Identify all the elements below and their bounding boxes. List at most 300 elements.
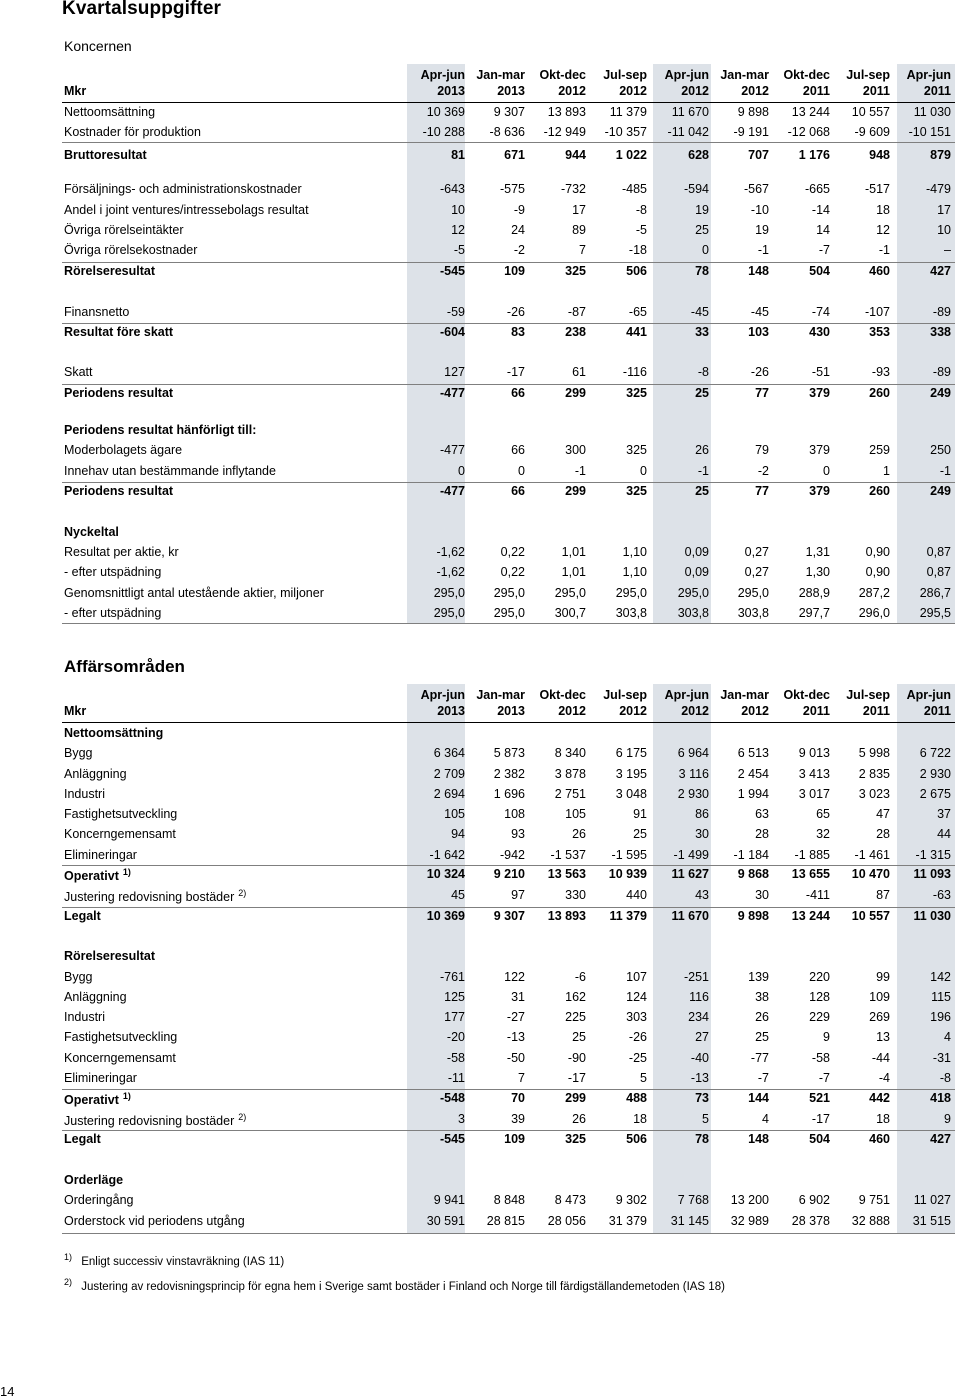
affarsomraden-row-21-cell-5: 13 200 (730, 1193, 769, 1207)
koncernen-row-7-cell-3: 506 (626, 264, 647, 278)
koncernen-row-6-label (64, 243, 197, 257)
affarsomraden-row-22-cell-3: 31 379 (608, 1214, 647, 1228)
affarsomraden-row-22-cell-4: 31 145 (670, 1214, 709, 1228)
koncernen-row-16-label (64, 525, 119, 539)
affarsomraden-row-1-cell-3: 6 175 (615, 746, 647, 760)
koncernen-col-header-2-period: Okt-dec (539, 68, 586, 82)
affarsomraden-row-15-cell-8: -31 (932, 1051, 951, 1065)
affarsomraden-row-18-cell-0: 3 (458, 1112, 465, 1126)
affarsomraden-rule-2 (62, 907, 955, 908)
affarsomraden-row-5-cell-7: 28 (876, 827, 890, 841)
koncernen-row-4-cell-8: 17 (937, 203, 951, 217)
affarsomraden-row-18-cell-7: 18 (876, 1112, 890, 1126)
koncernen-row-19-cell-7: 287,2 (858, 586, 890, 600)
affarsomraden-row-20-label-text: Orderläge (64, 1173, 124, 1187)
koncernen-row-20-cell-1: 295,0 (493, 606, 525, 620)
affarsomraden-row-3-cell-7: 3 023 (858, 787, 890, 801)
koncernen-row-15-cell-4: 25 (695, 484, 709, 498)
affarsomraden-row-12-cell-4: 116 (689, 990, 709, 1004)
affarsomraden-row-11-cell-6: 220 (809, 970, 830, 984)
affarsomraden-row-17-cell-5: 144 (748, 1091, 769, 1105)
koncernen-row-11-label (64, 386, 173, 400)
affarsomraden-rule-3 (62, 1089, 955, 1090)
affarsomraden-row-1-cell-2: 8 340 (554, 746, 586, 760)
koncernen-row-8-cell-1: -26 (506, 305, 525, 319)
affarsomraden-row-5-cell-4: 30 (695, 827, 709, 841)
koncernen-row-17-cell-4: 0,09 (684, 545, 709, 559)
affarsomraden-row-13-cell-1: -27 (506, 1010, 525, 1024)
koncernen-row-1-cell-3: -10 357 (604, 125, 647, 139)
affarsomraden-col-header-7-period: Jul-sep (846, 688, 890, 702)
affarsomraden-row-18-cell-3: 18 (633, 1112, 647, 1126)
affarsomraden-row-22-cell-1: 28 815 (486, 1214, 525, 1228)
affarsomraden-row-18-cell-6: -17 (811, 1112, 830, 1126)
koncernen-row-2-cell-2: 944 (565, 148, 586, 162)
affarsomraden-row-12-cell-1: 31 (511, 990, 525, 1004)
affarsomraden-row-16-cell-6: -7 (818, 1071, 830, 1085)
affarsomraden-col-header-8-year: 2011 (923, 704, 951, 718)
footnote-2-mark: 2) (64, 1277, 73, 1287)
koncernen-row-11-cell-3: 325 (626, 386, 647, 400)
koncernen-row-14-cell-3: 0 (640, 464, 647, 478)
affarsomraden-row-3-label-text: Industri (64, 787, 105, 801)
affarsomraden-row-8-cell-0: 45 (451, 888, 465, 902)
koncernen-row-19-cell-6: 288,9 (798, 586, 830, 600)
koncernen-row-8-label-text: Finansnetto (64, 305, 130, 319)
affarsomraden-col-header-6-year: 2011 (802, 704, 830, 718)
koncernen-row-8-cell-4: -45 (690, 305, 709, 319)
affarsomraden-row-11-label (64, 970, 93, 984)
koncernen-row-5-cell-8: 10 (937, 223, 951, 237)
affarsomraden-row-21-cell-6: 6 902 (798, 1193, 830, 1207)
koncernen-row-11-label-text: Periodens resultat (64, 386, 174, 400)
koncernen-row-20-cell-5: 303,8 (737, 606, 769, 620)
affarsomraden-row-19-cell-6: 504 (809, 1132, 830, 1146)
koncernen-row-9-cell-7: 353 (869, 325, 890, 339)
affarsomraden-row-21-cell-2: 8 473 (554, 1193, 586, 1207)
affarsomraden-row-19-cell-0: -545 (439, 1132, 465, 1146)
affarsomraden-row-13-cell-2: 225 (565, 1010, 586, 1024)
koncernen-row-6-cell-7: -1 (878, 243, 890, 257)
koncernen-row-15-label-text: Periodens resultat (64, 484, 174, 498)
koncernen-row-5-cell-5: 19 (755, 223, 769, 237)
affarsomraden-row-5-label (64, 827, 176, 841)
affarsomraden-row-7-cell-2: 13 563 (547, 867, 586, 881)
affarsomraden-row-22-cell-7: 32 888 (851, 1214, 890, 1228)
koncernen-rule-2 (62, 262, 955, 263)
affarsomraden-row-15-cell-1: -50 (506, 1051, 525, 1065)
affarsomraden-row-5-cell-8: 44 (937, 827, 951, 841)
affarsomraden-row-1-cell-5: 6 513 (737, 746, 769, 760)
koncernen-col-header-0-year: 2013 (437, 84, 465, 98)
koncernen-row-6-cell-5: -1 (757, 243, 769, 257)
affarsomraden-row-13-label-text: Industri (64, 1010, 105, 1024)
koncernen-row-14-label (64, 464, 276, 478)
koncernen-row-14-cell-5: -2 (757, 464, 769, 478)
koncernen-row-15-cell-1: 66 (511, 484, 525, 498)
koncernen-rule-3 (62, 323, 955, 324)
affarsomraden-row-8-cell-2: 330 (565, 888, 586, 902)
koncernen-row-20-cell-0: 295,0 (433, 606, 465, 620)
affarsomraden-row-16-label-text: Elimineringar (64, 1071, 137, 1085)
koncernen-row-6-cell-3: -18 (628, 243, 647, 257)
affarsomraden-col-header-5-year: 2012 (741, 704, 769, 718)
koncernen-row-11-cell-7: 260 (869, 386, 890, 400)
affarsomraden-row-4-cell-2: 105 (565, 807, 586, 821)
koncernen-row-11-cell-8: 249 (930, 386, 951, 400)
koncernen-row-10-cell-2: 61 (572, 365, 586, 379)
koncernen-row-0-cell-2: 13 893 (547, 105, 586, 119)
koncernen-row-5-label (64, 223, 184, 237)
affarsomraden-row-8-cell-5: 30 (755, 888, 769, 902)
affarsomraden-row-6-cell-0: -1 642 (429, 848, 465, 862)
affarsomraden-row-16-cell-5: -7 (757, 1071, 769, 1085)
affarsomraden-row-14-label (64, 1030, 177, 1044)
koncernen-row-19-cell-2: 295,0 (554, 586, 586, 600)
koncernen-row-19-cell-8: 286,7 (919, 586, 951, 600)
affarsomraden-row-17-cell-0: -548 (439, 1091, 465, 1105)
koncernen-row-8-label (64, 305, 129, 319)
koncernen-row-17-label (64, 545, 179, 559)
affarsomraden-row-18-cell-2: 26 (572, 1112, 586, 1126)
affarsomraden-row-8-footnote-mark: 2) (238, 888, 247, 898)
koncernen-row-9-cell-0: -604 (439, 325, 465, 339)
affarsomraden-row-9-cell-7: 10 557 (851, 909, 890, 923)
affarsomraden-row-18-cell-1: 39 (511, 1112, 525, 1126)
affarsomraden-row-0-label-text: Nettoomsättning (64, 726, 164, 740)
koncernen-row-15-cell-5: 77 (755, 484, 769, 498)
affarsomraden-col-header-8-period: Apr-jun (906, 688, 951, 702)
koncernen-row-14-cell-2: -1 (574, 464, 586, 478)
koncernen-row-1-label (64, 125, 201, 139)
affarsomraden-row-19-cell-3: 506 (626, 1132, 647, 1146)
affarsomraden-row-7-cell-7: 10 470 (851, 867, 890, 881)
affarsomraden-row-12-cell-3: 124 (626, 990, 647, 1004)
koncernen-col-header-2-year: 2012 (558, 84, 586, 98)
koncernen-row-5-cell-1: 24 (511, 223, 525, 237)
affarsomraden-row-15-cell-0: -58 (446, 1051, 465, 1065)
affarsomraden-row-9-cell-6: 13 244 (791, 909, 830, 923)
affarsomraden-row-22-cell-2: 28 056 (547, 1214, 586, 1228)
koncernen-row-2-cell-7: 948 (869, 148, 890, 162)
affarsomraden-row-7-footnote-mark: 1) (122, 867, 131, 877)
affarsomraden-row-17-cell-2: 299 (565, 1091, 586, 1105)
koncernen-row-20-label-text: - efter utspädning (64, 606, 162, 620)
affarsomraden-row-14-cell-1: -13 (506, 1030, 525, 1044)
affarsomraden-row-11-cell-4: -251 (683, 970, 709, 984)
affarsomraden-row-4-cell-3: 91 (633, 807, 647, 821)
affarsomraden-row-5-cell-6: 32 (816, 827, 830, 841)
affarsomraden-row-19-cell-8: 427 (930, 1132, 951, 1146)
koncernen-row-0-cell-6: 13 244 (791, 105, 830, 119)
koncernen-row-1-cell-8: -10 151 (908, 125, 951, 139)
affarsomraden-row-7-label-text: Operativt (64, 869, 119, 884)
affarsomraden-row-1-cell-1: 5 873 (493, 746, 525, 760)
affarsomraden-row-9-cell-4: 11 670 (671, 909, 709, 923)
affarsomraden-row-19-cell-7: 460 (869, 1132, 890, 1146)
koncernen-rule-1 (62, 142, 955, 143)
footnote-2 (64, 1277, 725, 1293)
koncernen-row-10-label (64, 365, 93, 379)
affarsomraden-row-2-cell-4: 3 116 (678, 767, 709, 781)
affarsomraden-row-22-cell-0: 30 591 (426, 1214, 465, 1228)
affarsomraden-row-21-cell-7: 9 751 (858, 1193, 890, 1207)
affarsomraden-col-header-1-period: Jan-mar (476, 688, 525, 702)
koncernen-row-16-label-text: Nyckeltal (64, 525, 119, 539)
koncernen-row-8-cell-6: -74 (811, 305, 830, 319)
affarsomraden-row-11-cell-3: 107 (626, 970, 647, 984)
affarsomraden-row-13-cell-6: 229 (809, 1010, 830, 1024)
koncernen-row-17-cell-2: 1,01 (561, 545, 586, 559)
affarsomraden-row-19-cell-1: 109 (504, 1132, 525, 1146)
koncernen-row-15-cell-3: 325 (626, 484, 647, 498)
affarsomraden-row-22-cell-8: 31 515 (912, 1214, 951, 1228)
koncernen-row-13-cell-7: 259 (869, 443, 890, 457)
koncernen-row-10-cell-3: -116 (622, 365, 647, 379)
koncernen-row-20-cell-8: 295,5 (919, 606, 951, 620)
koncernen-row-15-label (64, 484, 173, 498)
affarsomraden-col-header-7-year: 2011 (862, 704, 890, 718)
affarsomraden-row-4-cell-7: 47 (876, 807, 890, 821)
affarsomraden-row-11-cell-2: -6 (574, 970, 586, 984)
koncernen-row-4-cell-7: 18 (876, 203, 890, 217)
koncernen-row-1-cell-0: -10 288 (422, 125, 465, 139)
koncernen-row-5-cell-6: 14 (816, 223, 830, 237)
koncernen-row-19-cell-0: 295,0 (433, 586, 465, 600)
affarsomraden-row-14-cell-3: -26 (628, 1030, 647, 1044)
koncernen-row-3-cell-1: -575 (499, 182, 525, 196)
affarsomraden-row-5-cell-5: 28 (755, 827, 769, 841)
affarsomraden-row-17-cell-4: 73 (695, 1091, 709, 1105)
affarsomraden-row-6-cell-4: -1 499 (673, 848, 709, 862)
affarsomraden-row-21-cell-1: 8 848 (493, 1193, 525, 1207)
koncernen-row-20-cell-3: 303,8 (615, 606, 647, 620)
koncernen-row-1-cell-4: -11 042 (667, 125, 709, 139)
affarsomraden-row-14-cell-7: 13 (876, 1030, 890, 1044)
affarsomraden-row-5-label-text: Koncerngemensamt (64, 827, 176, 841)
affarsomraden-row-13-cell-0: 177 (444, 1010, 465, 1024)
koncernen-row-13-label (64, 443, 182, 457)
koncernen-row-10-cell-0: 127 (444, 365, 465, 379)
koncernen-row-20-cell-6: 297,7 (798, 606, 830, 620)
affarsomraden-row-14-cell-6: 9 (823, 1030, 830, 1044)
affarsomraden-row-1-cell-8: 6 722 (919, 746, 951, 760)
affarsomraden-row-14-cell-2: 25 (572, 1030, 586, 1044)
koncernen-rule-4 (62, 384, 955, 385)
koncernen-col-header-4-year: 2012 (681, 84, 709, 98)
koncernen-row-7-cell-4: 78 (695, 264, 709, 278)
koncernen-row-2-cell-5: 707 (748, 148, 769, 162)
affarsomraden-row-8-cell-4: 43 (695, 888, 709, 902)
affarsomraden-row-7-cell-4: 11 627 (671, 867, 709, 881)
koncernen-row-4-cell-3: -8 (635, 203, 647, 217)
affarsomraden-row-14-cell-4: 27 (695, 1030, 709, 1044)
koncernen-row-15-cell-8: 249 (930, 484, 951, 498)
affarsomraden-row-18-cell-4: 5 (702, 1112, 709, 1126)
koncernen-col-header-1-year: 2013 (497, 84, 525, 98)
affarsomraden-row-2-label (64, 767, 127, 781)
koncernen-row-2-label (64, 148, 147, 162)
koncernen-row-7-label (64, 264, 155, 278)
affarsomraden-row-13-cell-5: 26 (755, 1010, 769, 1024)
koncernen-row-12-label-text: Periodens resultat hänförligt till: (64, 423, 257, 437)
affarsomraden-row-3-cell-2: 2 751 (554, 787, 586, 801)
koncernen-row-4-cell-0: 10 (451, 203, 465, 217)
footnote-2-text: Justering av redovisningsprincip för egna hem i Sverige samt bostäder i Finland och Norge till färdigställandemetoden (IAS 18) (81, 1280, 725, 1293)
affarsomraden-row-1-label-text: Bygg (64, 746, 93, 760)
affarsomraden-row-16-label (64, 1071, 137, 1085)
affarsomraden-col-header-4-period: Apr-jun (664, 688, 709, 702)
affarsomraden-row-6-cell-1: -942 (499, 848, 525, 862)
koncernen-row-4-cell-6: -14 (811, 203, 830, 217)
affarsomraden-row-13-cell-8: 196 (930, 1010, 951, 1024)
affarsomraden-row-18-label (64, 1112, 246, 1128)
koncernen-rule-end (62, 623, 955, 624)
koncernen-row-1-cell-1: -8 636 (489, 125, 525, 139)
koncernen-row-18-cell-3: 1,10 (622, 565, 647, 579)
affarsomraden-col-header-0-year: 2013 (437, 704, 465, 718)
affarsomraden-row-14-cell-8: 4 (944, 1030, 951, 1044)
koncernen-row-18-cell-7: 0,90 (865, 565, 890, 579)
koncernen-header-rule (62, 102, 955, 103)
koncernen-row-6-cell-8: – (944, 243, 951, 257)
affarsomraden-row-5-cell-3: 25 (633, 827, 647, 841)
koncernen-col-header-5-year: 2012 (741, 84, 769, 98)
affarsomraden-row-9-cell-1: 9 307 (493, 909, 525, 923)
affarsomraden-row-3-cell-0: 2 694 (433, 787, 465, 801)
koncernen-row-5-cell-7: 12 (876, 223, 890, 237)
affarsomraden-unit-label: Mkr (64, 704, 87, 718)
affarsomraden-row-17-footnote-mark: 1) (122, 1091, 131, 1101)
koncernen-col-header-7-period: Jul-sep (846, 68, 890, 82)
koncernen-row-15-cell-0: -477 (439, 484, 465, 498)
affarsomraden-row-19-cell-2: 325 (565, 1132, 586, 1146)
koncernen-row-9-cell-3: 441 (626, 325, 647, 339)
affarsomraden-row-15-cell-6: -58 (811, 1051, 830, 1065)
koncernen-row-9-label (64, 325, 173, 339)
koncernen-row-0-cell-4: 11 670 (671, 105, 709, 119)
affarsomraden-row-21-cell-4: 7 768 (677, 1193, 709, 1207)
koncernen-row-0-cell-7: 10 557 (851, 105, 890, 119)
koncernen-row-6-label-text: Övriga rörelsekostnader (64, 243, 198, 257)
affarsomraden-row-12-cell-6: 128 (809, 990, 830, 1004)
affarsomraden-row-9-cell-0: 10 369 (426, 909, 465, 923)
koncernen-row-15-cell-6: 379 (809, 484, 830, 498)
koncernen-row-9-cell-2: 238 (565, 325, 586, 339)
affarsomraden-row-5-cell-1: 93 (511, 827, 525, 841)
koncernen-row-8-cell-0: -59 (446, 305, 465, 319)
koncernen-row-13-cell-5: 79 (755, 443, 769, 457)
koncernen-row-14-cell-7: 1 (883, 464, 890, 478)
affarsomraden-row-19-label (64, 1132, 101, 1146)
koncernen-row-9-cell-4: 33 (695, 325, 709, 339)
koncernen-row-8-cell-8: -89 (932, 305, 951, 319)
affarsomraden-row-6-label-text: Elimineringar (64, 848, 137, 862)
affarsomraden-row-13-cell-4: 234 (688, 1010, 709, 1024)
koncernen-row-18-cell-4: 0,09 (684, 565, 709, 579)
affarsomraden-row-1-cell-0: 6 364 (433, 746, 465, 760)
koncernen-rule-5 (62, 482, 955, 483)
affarsomraden-row-4-cell-0: 105 (444, 807, 465, 821)
koncernen-row-11-cell-0: -477 (439, 386, 465, 400)
koncernen-row-19-cell-4: 295,0 (677, 586, 709, 600)
koncernen-row-18-cell-8: 0,87 (926, 565, 951, 579)
koncernen-row-3-label-text: Försäljnings- och administrationskostnader (64, 182, 302, 196)
affarsomraden-row-12-cell-0: 125 (444, 990, 465, 1004)
koncernen-row-4-cell-5: -10 (750, 203, 769, 217)
koncernen-row-3-cell-8: -479 (925, 182, 951, 196)
affarsomraden-row-19-cell-5: 148 (748, 1132, 769, 1146)
affarsomraden-col-header-3-period: Jul-sep (603, 688, 647, 702)
affarsomraden-row-9-cell-3: 11 379 (609, 909, 647, 923)
koncernen-row-2-cell-8: 879 (930, 148, 951, 162)
affarsomraden-row-7-cell-6: 13 655 (791, 867, 830, 881)
koncernen-row-7-cell-0: -545 (439, 264, 465, 278)
affarsomraden-row-16-cell-4: -13 (690, 1071, 709, 1085)
koncernen-row-2-cell-3: 1 022 (615, 148, 647, 162)
affarsomraden-row-15-cell-7: -44 (871, 1051, 890, 1065)
affarsomraden-row-12-cell-7: 109 (869, 990, 890, 1004)
affarsomraden-row-6-cell-2: -1 537 (550, 848, 586, 862)
affarsomraden-row-18-cell-5: 4 (762, 1112, 769, 1126)
koncernen-row-3-cell-6: -665 (804, 182, 830, 196)
affarsomraden-row-8-cell-8: -63 (932, 888, 951, 902)
affarsomraden-row-5-cell-2: 26 (572, 827, 586, 841)
koncernen-row-14-cell-1: 0 (518, 464, 525, 478)
koncernen-row-1-cell-5: -9 191 (733, 125, 769, 139)
affarsomraden-row-11-cell-5: 139 (748, 970, 769, 984)
koncernen-row-13-cell-1: 66 (511, 443, 525, 457)
koncernen-row-14-label-text: Innehav utan bestämmande inflytande (64, 464, 276, 478)
affarsomraden-row-13-label (64, 1010, 105, 1024)
koncernen-row-3-cell-2: -732 (560, 182, 586, 196)
affarsomraden-row-16-cell-8: -8 (939, 1071, 951, 1085)
koncernen-row-6-cell-6: -7 (818, 243, 830, 257)
affarsomraden-col-header-5-period: Jan-mar (720, 688, 769, 702)
koncernen-row-7-label-text: Rörelseresultat (64, 264, 156, 278)
affarsomraden-rule-end (62, 1233, 955, 1234)
affarsomraden-row-2-cell-0: 2 709 (433, 767, 465, 781)
koncernen-row-5-cell-4: 25 (695, 223, 709, 237)
affarsomraden-row-22-label-text: Orderstock vid periodens utgång (64, 1214, 245, 1228)
koncernen-row-13-cell-6: 379 (809, 443, 830, 457)
affarsomraden-row-12-label (64, 990, 127, 1004)
koncernen-row-6-cell-2: 7 (579, 243, 586, 257)
koncernen-row-18-cell-1: 0,22 (500, 565, 525, 579)
affarsomraden-rule-1 (62, 865, 955, 866)
koncernen-row-18-cell-5: 0,27 (744, 565, 769, 579)
koncernen-row-10-cell-4: -8 (697, 365, 709, 379)
koncernen-row-2-label-text: Bruttoresultat (64, 148, 147, 162)
koncernen-row-2-cell-6: 1 176 (798, 148, 830, 162)
koncernen-row-7-cell-5: 148 (748, 264, 769, 278)
affarsomraden-row-12-label-text: Anläggning (64, 990, 127, 1004)
affarsomraden-row-21-cell-8: 11 027 (913, 1193, 951, 1207)
koncernen-row-19-label-text: Genomsnittligt antal utestående aktier, miljoner (64, 586, 324, 600)
affarsomraden-row-13-cell-7: 269 (869, 1010, 890, 1024)
koncernen-row-10-cell-1: -17 (506, 365, 525, 379)
koncernen-row-3-cell-4: -594 (683, 182, 709, 196)
affarsomraden-row-3-cell-4: 2 930 (677, 787, 709, 801)
koncernen-row-4-cell-2: 17 (572, 203, 586, 217)
affarsomraden-row-7-cell-5: 9 868 (737, 867, 769, 881)
affarsomraden-row-10-label (64, 949, 155, 963)
koncernen-row-9-cell-1: 83 (511, 325, 525, 339)
affarsomraden-col-header-4-year: 2012 (681, 704, 709, 718)
affarsomraden-col-header-2-year: 2012 (558, 704, 586, 718)
koncernen-row-20-cell-7: 296,0 (858, 606, 890, 620)
affarsomraden-col-header-2-period: Okt-dec (539, 688, 586, 702)
